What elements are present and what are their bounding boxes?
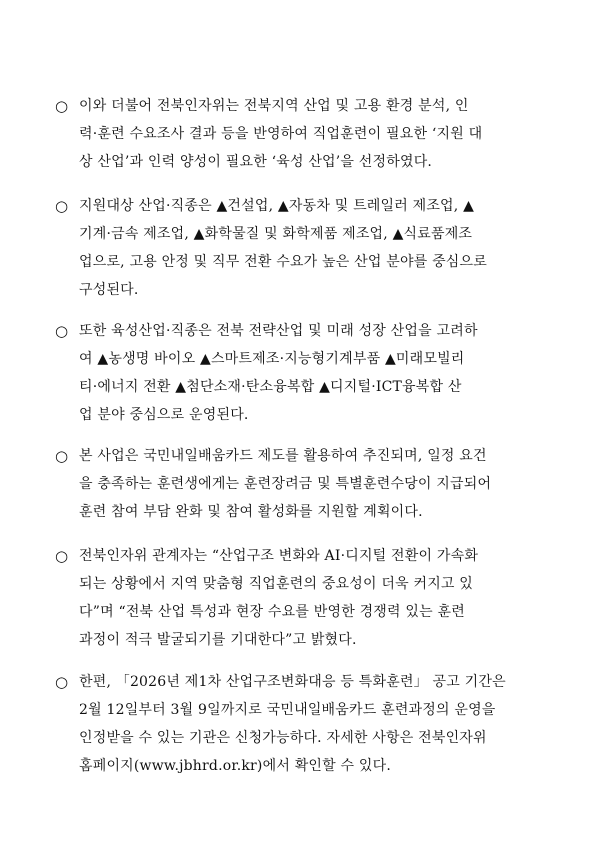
paragraph-line: 업 분야 중심으로 운영된다. — [79, 407, 249, 423]
paragraph-line: 이와 더불어 전북인자위는 전북지역 산업 및 고용 환경 분석, 인 — [79, 98, 469, 114]
paragraph-line: 지원대상 산업·직종은 ▲건설업, ▲자동차 및 트레일러 제조업, ▲ — [79, 198, 475, 214]
bullet-circle: ○ — [55, 673, 69, 691]
paragraph-line: 을 충족하는 훈련생에게는 훈련장려금 및 특별훈련수당이 지급되어 — [79, 476, 492, 492]
paragraph-line: 기계·금속 제조업, ▲화학물질 및 화학제품 제조업, ▲식료품제조 — [79, 226, 473, 242]
paragraph-line: 훈련 참여 부담 완화 및 참여 활성화를 지원할 계획이다. — [79, 504, 423, 520]
paragraph-line: 또한 육성산업·직종은 전북 전략산업 및 미래 성장 산업을 고려하 — [79, 323, 478, 339]
paragraph-line: 과정이 적극 발굴되기를 기대한다”고 밝혔다. — [79, 632, 357, 648]
bullet-circle: ○ — [55, 322, 69, 340]
paragraph-line: 본 사업은 국민내일배움카드 제도를 활용하여 추진되며, 일정 요건 — [79, 448, 487, 464]
paragraph-line: 여 ▲농생명 바이오 ▲스마트제조·지능형기계부품 ▲미래모빌리 — [79, 351, 465, 367]
paragraph-line: 전북인자위 관계자는 “산업구조 변화와 AI·디지털 전환이 가속화 — [79, 548, 479, 564]
bullet-circle: ○ — [55, 97, 69, 115]
paragraph-line: 되는 상황에서 지역 맞춤형 직업훈련의 중요성이 더욱 커지고 있 — [79, 576, 474, 592]
bullet-circle: ○ — [55, 447, 69, 465]
paragraph-line: 구성된다. — [79, 282, 139, 298]
paragraph-line: 력·훈련 수요조사 결과 등을 반영하여 직업훈련이 필요한 ‘지원 대 — [79, 126, 483, 142]
paragraph-line: 2월 12일부터 3월 9일까지로 국민내일배움카드 훈련과정의 운영을 — [79, 702, 496, 718]
paragraph-line: 인정받을 수 있는 기관은 신청가능하다. 자세한 사항은 전북인자위 — [79, 730, 487, 746]
paragraph-line: 한편, 「2026년 제1차 산업구조변화대응 등 특화훈련」 공고 기간은 — [79, 674, 506, 690]
bullet-circle: ○ — [55, 197, 69, 215]
paragraph-line: 업으로, 고용 안정 및 직무 전환 수요가 높은 산업 분야를 중심으로 — [79, 254, 487, 270]
paragraph-line: 티·에너지 전환 ▲첨단소재·탄소융복합 ▲디지털·ICT융복합 산 — [79, 379, 462, 395]
bullet-circle: ○ — [55, 547, 69, 565]
paragraph-line: 다”며 “전북 산업 특성과 현장 수요를 반영한 경쟁력 있는 훈련 — [79, 604, 465, 620]
paragraph-line: 홈페이지(www.jbhrd.or.kr)에서 확인할 수 있다. — [79, 758, 391, 774]
paragraph-line: 상 산업’과 인력 양성이 필요한 ‘육성 산업’을 선정하였다. — [79, 154, 433, 170]
